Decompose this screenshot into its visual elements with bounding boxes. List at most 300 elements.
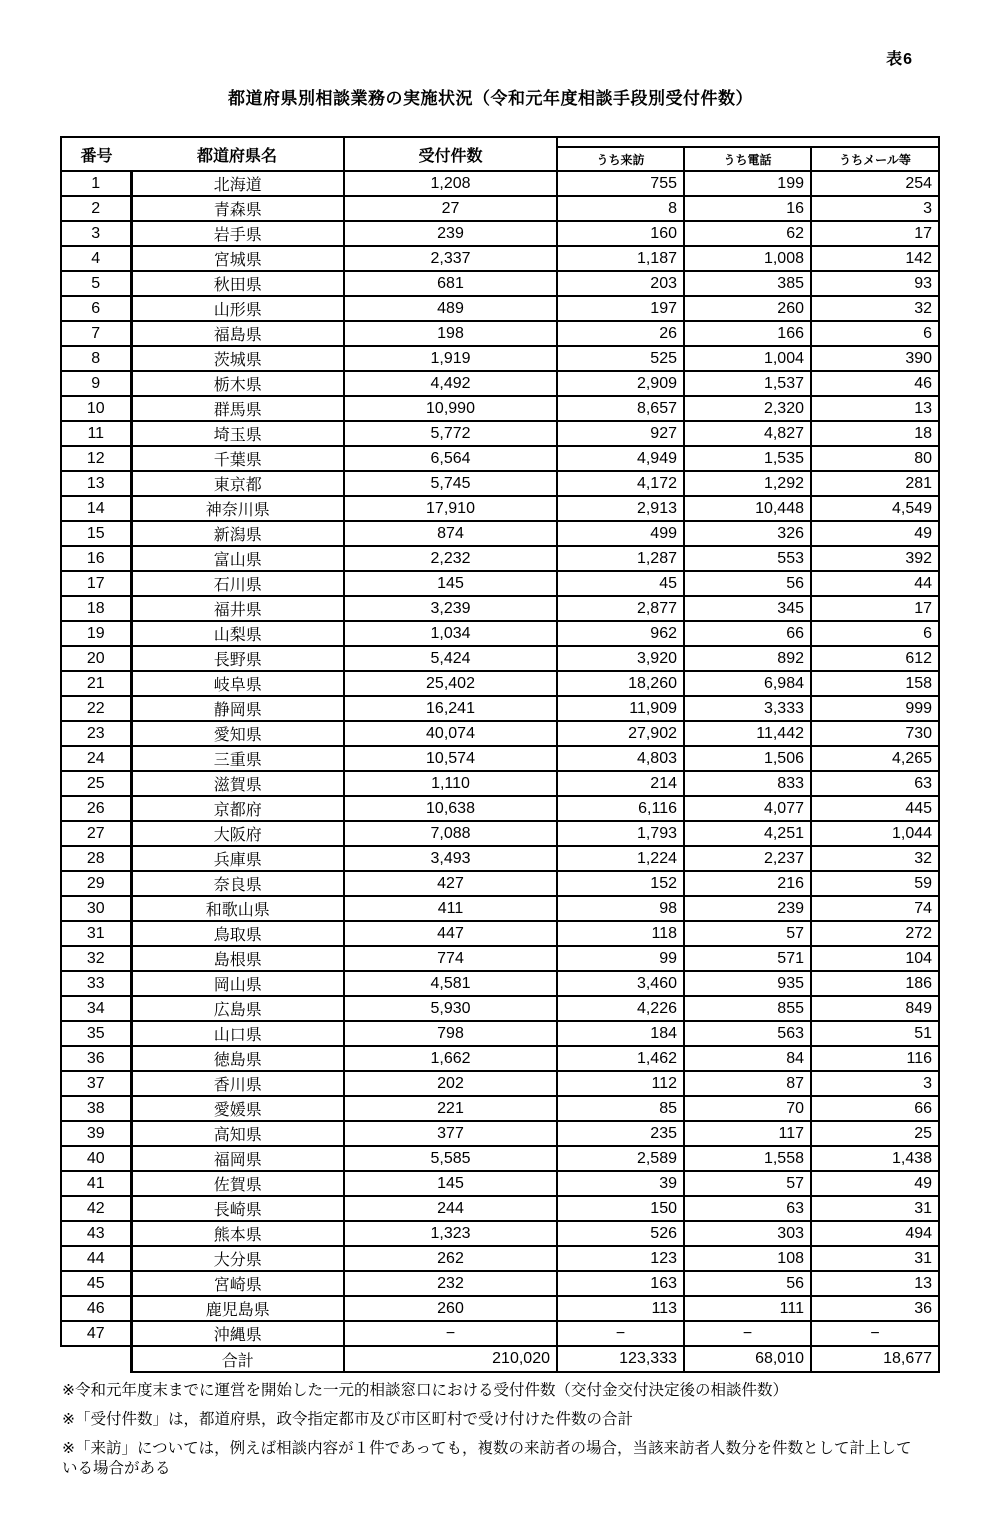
- cell-visit: 1,793: [557, 821, 684, 846]
- cell-received: 681: [344, 271, 557, 296]
- cell-number: 26: [61, 796, 131, 821]
- cell-received: 1,110: [344, 771, 557, 796]
- cell-number: 4: [61, 246, 131, 271]
- cell-phone: −: [684, 1321, 811, 1346]
- cell-received: 411: [344, 896, 557, 921]
- table-number-label: 表6: [886, 51, 913, 68]
- cell-received: 25,402: [344, 671, 557, 696]
- cell-visit: 2,913: [557, 496, 684, 521]
- cell-received: 5,745: [344, 471, 557, 496]
- table-row: [61, 1196, 939, 1221]
- total-phone-value: 68,010: [684, 1346, 811, 1372]
- cell-received: 377: [344, 1121, 557, 1146]
- cell-mail: 186: [811, 971, 939, 996]
- col-header-phone: うち電話: [684, 147, 811, 171]
- cell-visit: 113: [557, 1296, 684, 1321]
- col-header-number: 番号: [61, 137, 131, 171]
- cell-phone: 1,292: [684, 471, 811, 496]
- cell-mail: 31: [811, 1246, 939, 1271]
- cell-prefecture: 栃木県: [131, 371, 344, 396]
- cell-mail: 390: [811, 346, 939, 371]
- total-label: 合計: [131, 1346, 344, 1372]
- cell-visit: 45: [557, 571, 684, 596]
- cell-received: 3,493: [344, 846, 557, 871]
- cell-mail: 4,265: [811, 746, 939, 771]
- cell-phone: 56: [684, 1271, 811, 1296]
- cell-mail: 13: [811, 396, 939, 421]
- cell-mail: 4,549: [811, 496, 939, 521]
- cell-received: 427: [344, 871, 557, 896]
- cell-received: 202: [344, 1071, 557, 1096]
- cell-visit: 2,909: [557, 371, 684, 396]
- cell-visit: 123: [557, 1246, 684, 1271]
- cell-mail: 18: [811, 421, 939, 446]
- cell-visit: 927: [557, 421, 684, 446]
- cell-phone: 1,506: [684, 746, 811, 771]
- cell-phone: 199: [684, 171, 811, 196]
- cell-number: 32: [61, 946, 131, 971]
- cell-visit: 6,116: [557, 796, 684, 821]
- table-row: [61, 196, 939, 221]
- table-row: [61, 1046, 939, 1071]
- table-row: [61, 1146, 939, 1171]
- cell-number: 8: [61, 346, 131, 371]
- cell-received: 10,638: [344, 796, 557, 821]
- table-row: [61, 321, 939, 346]
- cell-received: 1,662: [344, 1046, 557, 1071]
- cell-mail: 142: [811, 246, 939, 271]
- cell-prefecture: 岐阜県: [131, 671, 344, 696]
- cell-phone: 935: [684, 971, 811, 996]
- footnote-1: ※令和元年度末までに運営を開始した一元的相談窓口における受付件数（交付金交付決定後の相談件数）: [62, 1382, 788, 1399]
- cell-mail: 1,044: [811, 821, 939, 846]
- cell-phone: 1,535: [684, 446, 811, 471]
- table-row: [61, 396, 939, 421]
- table-row: [61, 421, 939, 446]
- table-row: [61, 371, 939, 396]
- cell-visit: 1,287: [557, 546, 684, 571]
- cell-phone: 1,004: [684, 346, 811, 371]
- table-row: [61, 921, 939, 946]
- cell-number: 15: [61, 521, 131, 546]
- cell-visit: 203: [557, 271, 684, 296]
- cell-mail: −: [811, 1321, 939, 1346]
- cell-prefecture: 富山県: [131, 546, 344, 571]
- cell-number: 16: [61, 546, 131, 571]
- cell-mail: 46: [811, 371, 939, 396]
- prefecture-consultation-table: [60, 136, 940, 1373]
- cell-phone: 11,442: [684, 721, 811, 746]
- cell-mail: 32: [811, 296, 939, 321]
- total-received-value: 210,020: [344, 1346, 557, 1372]
- cell-number: 29: [61, 871, 131, 896]
- table-row: [61, 346, 939, 371]
- cell-number: 17: [61, 571, 131, 596]
- cell-number: 30: [61, 896, 131, 921]
- cell-visit: 11,909: [557, 696, 684, 721]
- cell-prefecture: 滋賀県: [131, 771, 344, 796]
- cell-phone: 4,077: [684, 796, 811, 821]
- table-row: [61, 271, 939, 296]
- footnote-2: ※「受付件数」は，都道府県，政令指定都市及び市区町村で受け付けた件数の合計: [62, 1411, 633, 1429]
- cell-mail: 494: [811, 1221, 939, 1246]
- cell-received: 27: [344, 196, 557, 221]
- cell-visit: 526: [557, 1221, 684, 1246]
- cell-visit: 184: [557, 1021, 684, 1046]
- cell-prefecture: 福岡県: [131, 1146, 344, 1171]
- cell-prefecture: 高知県: [131, 1121, 344, 1146]
- cell-number: 23: [61, 721, 131, 746]
- cell-received: 260: [344, 1296, 557, 1321]
- cell-received: 145: [344, 1171, 557, 1196]
- cell-prefecture: 福島県: [131, 321, 344, 346]
- table-row: [61, 971, 939, 996]
- cell-number: 12: [61, 446, 131, 471]
- table-row: [61, 846, 939, 871]
- table-body: [61, 171, 939, 1346]
- cell-received: 16,241: [344, 696, 557, 721]
- cell-visit: 525: [557, 346, 684, 371]
- cell-number: 46: [61, 1296, 131, 1321]
- cell-mail: 74: [811, 896, 939, 921]
- cell-number: 34: [61, 996, 131, 1021]
- cell-visit: 85: [557, 1096, 684, 1121]
- cell-received: 447: [344, 921, 557, 946]
- cell-visit: −: [557, 1321, 684, 1346]
- cell-mail: 612: [811, 646, 939, 671]
- cell-received: 2,337: [344, 246, 557, 271]
- table-row: [61, 1246, 939, 1271]
- cell-phone: 87: [684, 1071, 811, 1096]
- table-row: [61, 671, 939, 696]
- cell-mail: 3: [811, 196, 939, 221]
- table-row: [61, 946, 939, 971]
- cell-phone: 892: [684, 646, 811, 671]
- cell-visit: 150: [557, 1196, 684, 1221]
- cell-mail: 6: [811, 321, 939, 346]
- cell-prefecture: 青森県: [131, 196, 344, 221]
- cell-number: 27: [61, 821, 131, 846]
- cell-number: 44: [61, 1246, 131, 1271]
- cell-received: 17,910: [344, 496, 557, 521]
- cell-phone: 117: [684, 1121, 811, 1146]
- cell-visit: 27,902: [557, 721, 684, 746]
- cell-visit: 4,226: [557, 996, 684, 1021]
- cell-number: 40: [61, 1146, 131, 1171]
- cell-phone: 571: [684, 946, 811, 971]
- cell-prefecture: 島根県: [131, 946, 344, 971]
- cell-prefecture: 宮城県: [131, 246, 344, 271]
- cell-visit: 4,803: [557, 746, 684, 771]
- cell-mail: 158: [811, 671, 939, 696]
- cell-phone: 166: [684, 321, 811, 346]
- table-row: [61, 821, 939, 846]
- cell-visit: 3,460: [557, 971, 684, 996]
- cell-prefecture: 茨城県: [131, 346, 344, 371]
- cell-prefecture: 大阪府: [131, 821, 344, 846]
- cell-mail: 3: [811, 1071, 939, 1096]
- cell-phone: 10,448: [684, 496, 811, 521]
- cell-visit: 98: [557, 896, 684, 921]
- cell-phone: 63: [684, 1196, 811, 1221]
- table-row: [61, 796, 939, 821]
- cell-received: 6,564: [344, 446, 557, 471]
- footnotes: [62, 1381, 924, 1489]
- col-header-prefecture: 都道府県名: [131, 137, 344, 171]
- cell-number: 35: [61, 1021, 131, 1046]
- cell-phone: 1,537: [684, 371, 811, 396]
- table-row: [61, 771, 939, 796]
- cell-mail: 32: [811, 846, 939, 871]
- cell-received: 7,088: [344, 821, 557, 846]
- table-row: [61, 1321, 939, 1346]
- cell-visit: 499: [557, 521, 684, 546]
- cell-visit: 99: [557, 946, 684, 971]
- header-spacer-cell: [557, 137, 939, 147]
- cell-number: 19: [61, 621, 131, 646]
- table-row: [61, 1271, 939, 1296]
- cell-prefecture: 佐賀県: [131, 1171, 344, 1196]
- cell-number: 13: [61, 471, 131, 496]
- cell-phone: 385: [684, 271, 811, 296]
- cell-received: 262: [344, 1246, 557, 1271]
- cell-prefecture: 愛知県: [131, 721, 344, 746]
- cell-phone: 6,984: [684, 671, 811, 696]
- table-row: [61, 521, 939, 546]
- cell-received: 2,232: [344, 546, 557, 571]
- table-footer: [61, 1346, 939, 1372]
- cell-prefecture: 神奈川県: [131, 496, 344, 521]
- cell-number: 11: [61, 421, 131, 446]
- cell-received: 244: [344, 1196, 557, 1221]
- cell-mail: 116: [811, 1046, 939, 1071]
- cell-number: 47: [61, 1321, 131, 1346]
- cell-phone: 2,320: [684, 396, 811, 421]
- cell-visit: 1,187: [557, 246, 684, 271]
- cell-visit: 755: [557, 171, 684, 196]
- cell-prefecture: 鹿児島県: [131, 1296, 344, 1321]
- cell-prefecture: 石川県: [131, 571, 344, 596]
- cell-phone: 57: [684, 921, 811, 946]
- cell-mail: 59: [811, 871, 939, 896]
- table-row: [61, 621, 939, 646]
- total-empty-corner-cell: [61, 1346, 131, 1372]
- cell-received: 1,323: [344, 1221, 557, 1246]
- cell-phone: 4,251: [684, 821, 811, 846]
- cell-prefecture: 香川県: [131, 1071, 344, 1096]
- cell-received: 489: [344, 296, 557, 321]
- table-row: [61, 1121, 939, 1146]
- cell-mail: 254: [811, 171, 939, 196]
- cell-received: 5,772: [344, 421, 557, 446]
- cell-phone: 216: [684, 871, 811, 896]
- cell-phone: 563: [684, 1021, 811, 1046]
- cell-received: 1,919: [344, 346, 557, 371]
- table-row: [61, 171, 939, 196]
- cell-mail: 17: [811, 596, 939, 621]
- cell-number: 18: [61, 596, 131, 621]
- cell-visit: 2,877: [557, 596, 684, 621]
- cell-mail: 849: [811, 996, 939, 1021]
- cell-number: 41: [61, 1171, 131, 1196]
- cell-visit: 163: [557, 1271, 684, 1296]
- cell-received: 221: [344, 1096, 557, 1121]
- cell-phone: 111: [684, 1296, 811, 1321]
- cell-visit: 4,172: [557, 471, 684, 496]
- cell-number: 3: [61, 221, 131, 246]
- cell-received: 145: [344, 571, 557, 596]
- cell-mail: 6: [811, 621, 939, 646]
- cell-prefecture: 鳥取県: [131, 921, 344, 946]
- table-row: [61, 496, 939, 521]
- table-header: [61, 137, 939, 171]
- cell-received: 1,034: [344, 621, 557, 646]
- cell-prefecture: 北海道: [131, 171, 344, 196]
- cell-phone: 303: [684, 1221, 811, 1246]
- cell-mail: 80: [811, 446, 939, 471]
- cell-phone: 326: [684, 521, 811, 546]
- cell-phone: 66: [684, 621, 811, 646]
- cell-number: 10: [61, 396, 131, 421]
- cell-prefecture: 京都府: [131, 796, 344, 821]
- cell-number: 9: [61, 371, 131, 396]
- cell-number: 37: [61, 1071, 131, 1096]
- cell-visit: 160: [557, 221, 684, 246]
- table-row: [61, 546, 939, 571]
- cell-mail: 93: [811, 271, 939, 296]
- cell-prefecture: 大分県: [131, 1246, 344, 1271]
- cell-mail: 36: [811, 1296, 939, 1321]
- cell-number: 39: [61, 1121, 131, 1146]
- cell-number: 25: [61, 771, 131, 796]
- cell-number: 24: [61, 746, 131, 771]
- cell-mail: 999: [811, 696, 939, 721]
- cell-mail: 104: [811, 946, 939, 971]
- cell-mail: 445: [811, 796, 939, 821]
- table-row: [61, 1221, 939, 1246]
- cell-phone: 56: [684, 571, 811, 596]
- cell-mail: 63: [811, 771, 939, 796]
- cell-phone: 108: [684, 1246, 811, 1271]
- cell-number: 38: [61, 1096, 131, 1121]
- table-row: [61, 221, 939, 246]
- cell-received: 4,581: [344, 971, 557, 996]
- cell-mail: 1,438: [811, 1146, 939, 1171]
- table-row: [61, 746, 939, 771]
- cell-visit: 152: [557, 871, 684, 896]
- cell-received: −: [344, 1321, 557, 1346]
- cell-phone: 345: [684, 596, 811, 621]
- total-mail-value: 18,677: [811, 1346, 939, 1372]
- cell-received: 1,208: [344, 171, 557, 196]
- table-row: [61, 696, 939, 721]
- table-row: [61, 1171, 939, 1196]
- cell-prefecture: 岡山県: [131, 971, 344, 996]
- cell-received: 5,424: [344, 646, 557, 671]
- table-row: [61, 1296, 939, 1321]
- cell-visit: 8,657: [557, 396, 684, 421]
- col-header-received: 受付件数: [344, 137, 557, 171]
- cell-phone: 260: [684, 296, 811, 321]
- cell-prefecture: 長野県: [131, 646, 344, 671]
- cell-visit: 235: [557, 1121, 684, 1146]
- cell-visit: 112: [557, 1071, 684, 1096]
- cell-visit: 962: [557, 621, 684, 646]
- table-row: [61, 1096, 939, 1121]
- total-row: [61, 1346, 939, 1372]
- cell-visit: 118: [557, 921, 684, 946]
- table-row: [61, 896, 939, 921]
- cell-phone: 1,008: [684, 246, 811, 271]
- cell-phone: 70: [684, 1096, 811, 1121]
- cell-phone: 239: [684, 896, 811, 921]
- cell-prefecture: 徳島県: [131, 1046, 344, 1071]
- cell-mail: 49: [811, 521, 939, 546]
- cell-number: 22: [61, 696, 131, 721]
- cell-mail: 51: [811, 1021, 939, 1046]
- cell-number: 2: [61, 196, 131, 221]
- cell-visit: 8: [557, 196, 684, 221]
- cell-prefecture: 群馬県: [131, 396, 344, 421]
- cell-visit: 39: [557, 1171, 684, 1196]
- cell-number: 31: [61, 921, 131, 946]
- cell-mail: 31: [811, 1196, 939, 1221]
- table-row: [61, 446, 939, 471]
- cell-number: 45: [61, 1271, 131, 1296]
- cell-mail: 25: [811, 1121, 939, 1146]
- cell-number: 28: [61, 846, 131, 871]
- cell-phone: 833: [684, 771, 811, 796]
- cell-visit: 3,920: [557, 646, 684, 671]
- cell-number: 21: [61, 671, 131, 696]
- cell-prefecture: 福井県: [131, 596, 344, 621]
- table-row: [61, 996, 939, 1021]
- cell-mail: 272: [811, 921, 939, 946]
- col-header-visit: うち来訪: [557, 147, 684, 171]
- cell-prefecture: 和歌山県: [131, 896, 344, 921]
- cell-received: 5,930: [344, 996, 557, 1021]
- cell-prefecture: 千葉県: [131, 446, 344, 471]
- cell-prefecture: 岩手県: [131, 221, 344, 246]
- table-row: [61, 1021, 939, 1046]
- cell-mail: 17: [811, 221, 939, 246]
- footnote-3: ※「来訪」については，例えば相談内容が１件であっても，複数の来訪者の場合，当該来訪者人数分を件数として計上している場合がある: [62, 1440, 912, 1478]
- cell-mail: 49: [811, 1171, 939, 1196]
- cell-prefecture: 熊本県: [131, 1221, 344, 1246]
- table-row: [61, 721, 939, 746]
- cell-received: 4,492: [344, 371, 557, 396]
- cell-prefecture: 奈良県: [131, 871, 344, 896]
- cell-visit: 1,462: [557, 1046, 684, 1071]
- table-row: [61, 571, 939, 596]
- cell-received: 5,585: [344, 1146, 557, 1171]
- cell-prefecture: 山梨県: [131, 621, 344, 646]
- cell-prefecture: 沖縄県: [131, 1321, 344, 1346]
- cell-prefecture: 広島県: [131, 996, 344, 1021]
- table-row: [61, 471, 939, 496]
- cell-phone: 3,333: [684, 696, 811, 721]
- cell-received: 40,074: [344, 721, 557, 746]
- cell-number: 1: [61, 171, 131, 196]
- cell-number: 42: [61, 1196, 131, 1221]
- cell-received: 232: [344, 1271, 557, 1296]
- cell-prefecture: 埼玉県: [131, 421, 344, 446]
- cell-prefecture: 兵庫県: [131, 846, 344, 871]
- cell-mail: 66: [811, 1096, 939, 1121]
- cell-mail: 281: [811, 471, 939, 496]
- cell-received: 874: [344, 521, 557, 546]
- cell-received: 3,239: [344, 596, 557, 621]
